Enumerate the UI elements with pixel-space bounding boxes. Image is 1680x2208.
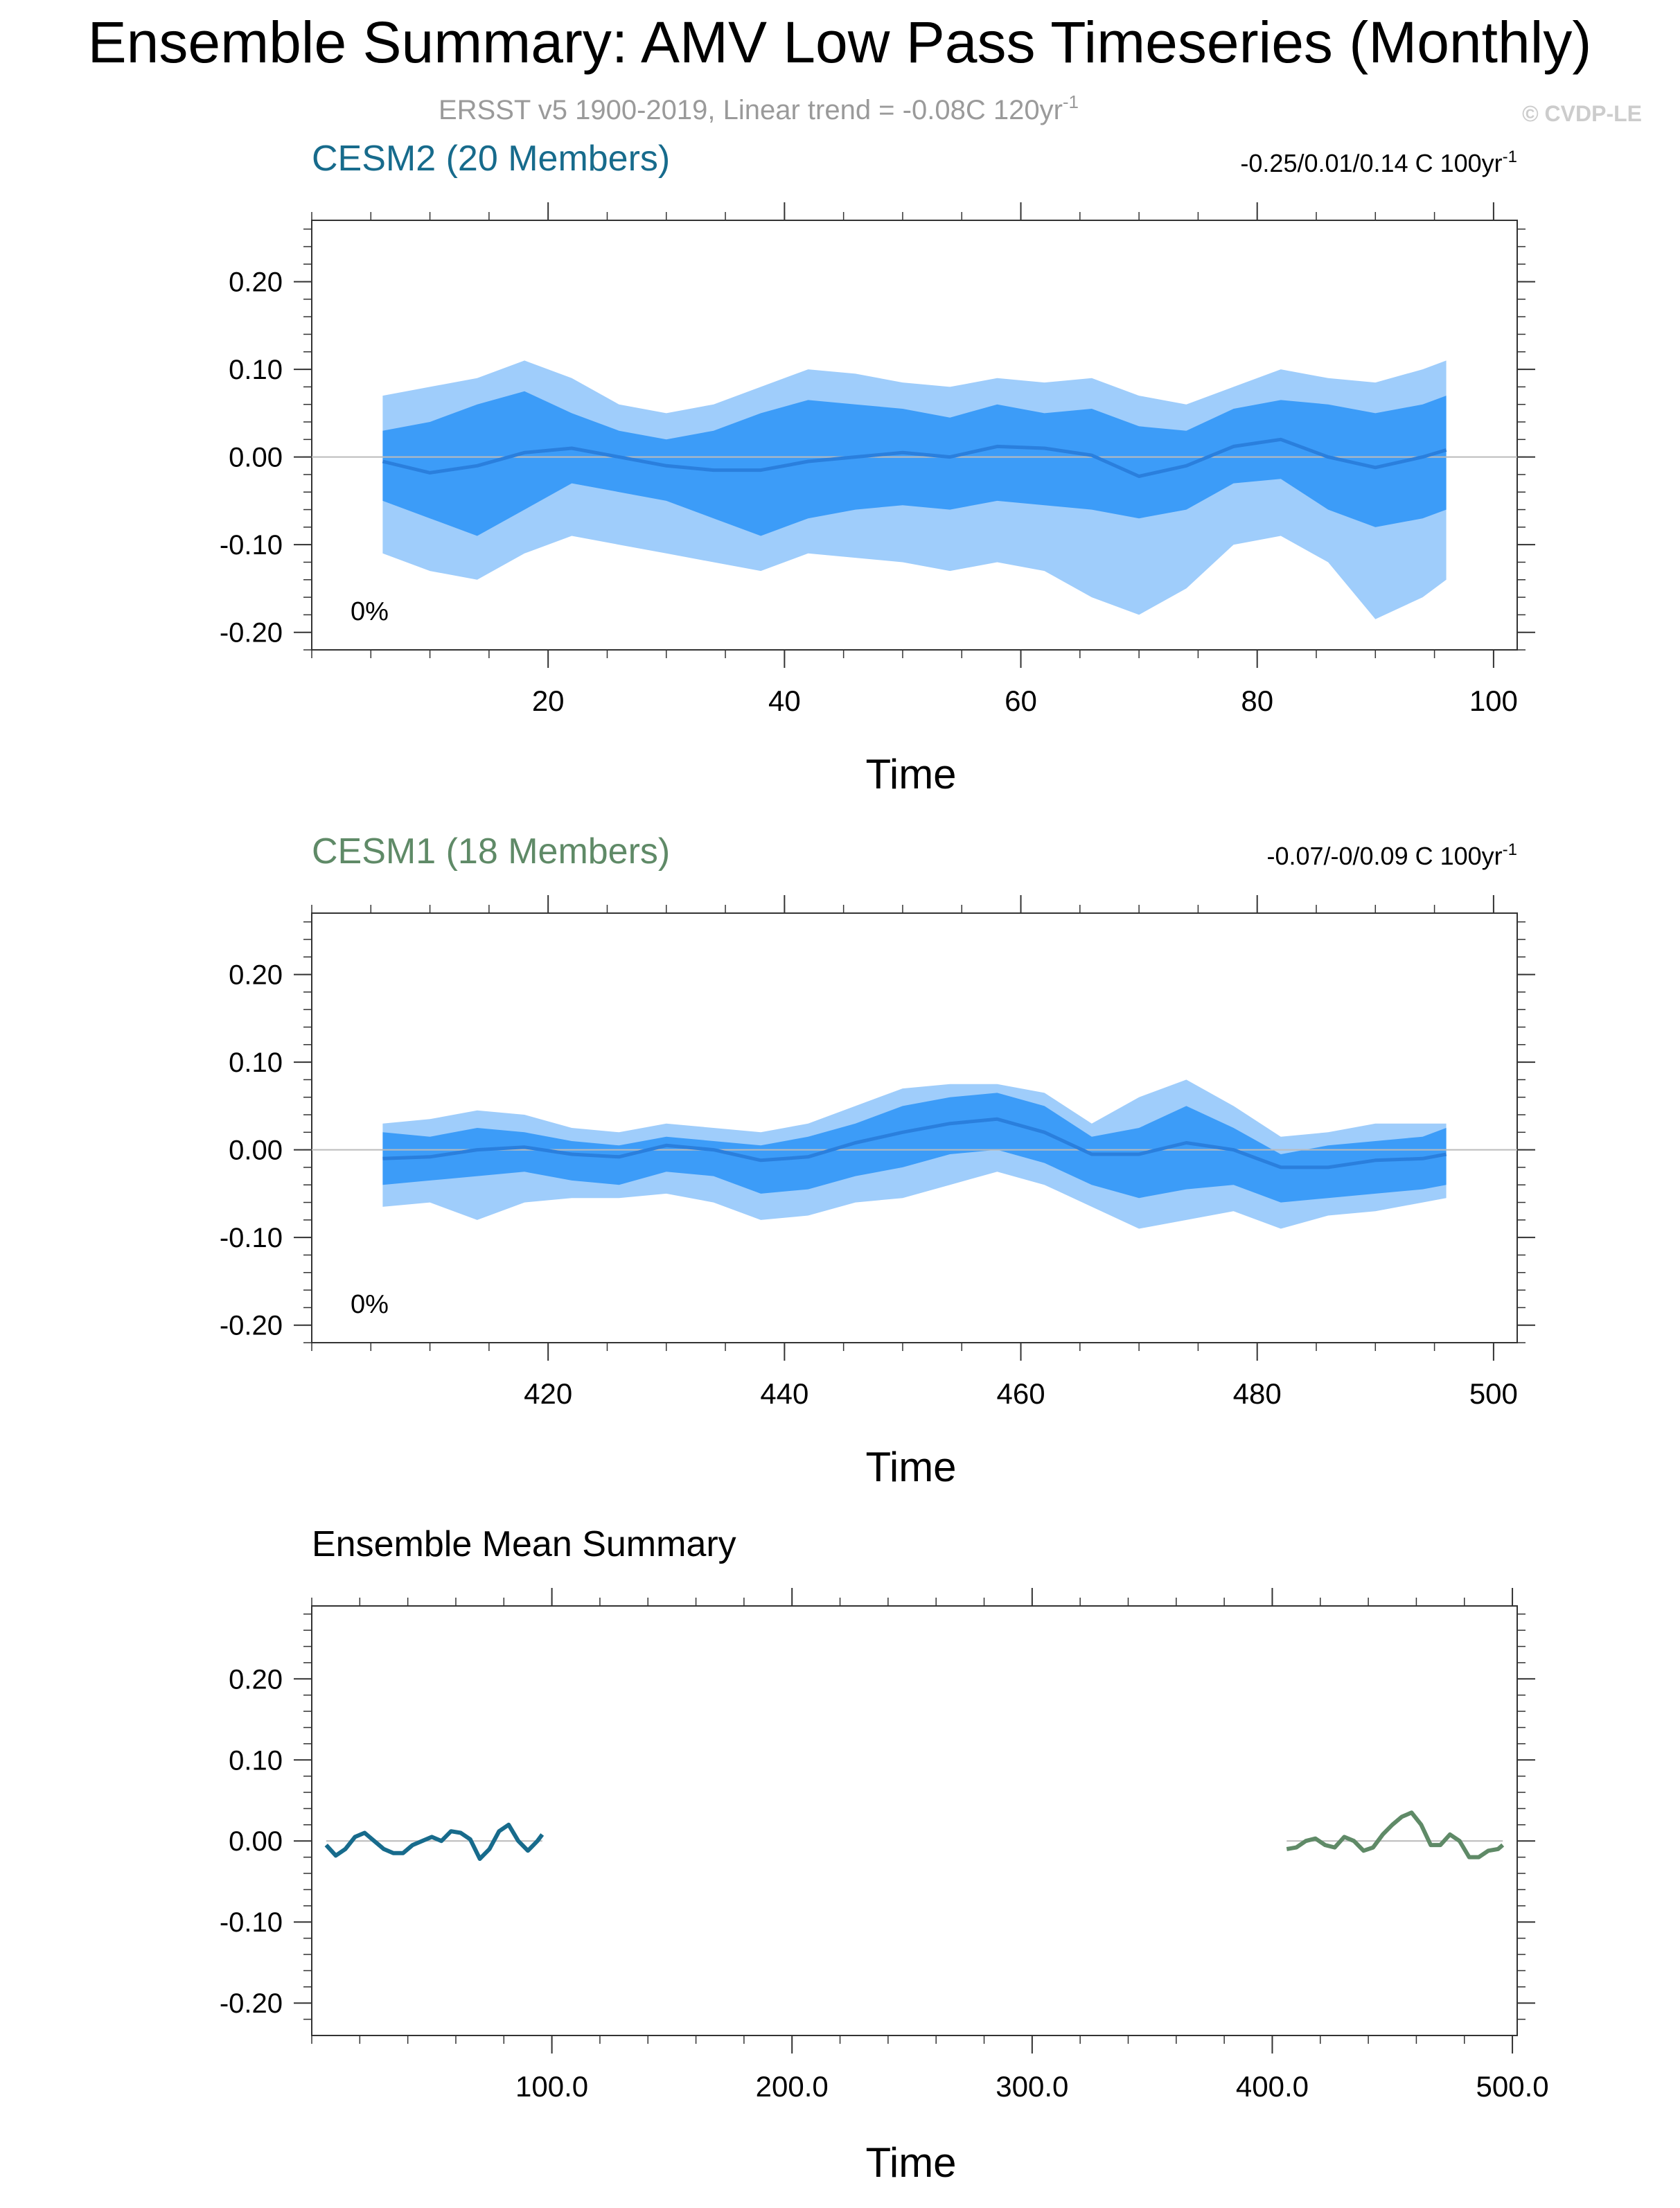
xlabel-ensemble-mean: Time <box>865 2139 957 2186</box>
panel-cesm1 <box>220 831 1535 1490</box>
x-tick-label: 500 <box>1469 1377 1518 1410</box>
panel-title-ensemble-mean: Ensemble Mean Summary <box>312 1524 736 1564</box>
x-tick-label: 60 <box>1005 685 1037 717</box>
y-tick-label: 0.10 <box>229 1048 283 1079</box>
y-tick-label: 0.20 <box>229 960 283 991</box>
y-tick-label: -0.10 <box>219 530 283 561</box>
x-tick-label: 500.0 <box>1476 2070 1549 2103</box>
plot-area-cesm1 <box>220 895 1535 1410</box>
figure-subtitle: ERSST v5 1900-2019, Linear trend = -0.08C $120yr^{-1}$ <box>438 91 1079 125</box>
corner-label-cesm1: 0% <box>351 1290 389 1319</box>
xlabel-cesm2: Time <box>865 751 957 797</box>
plot-area-cesm2 <box>220 202 1535 717</box>
xlabel-cesm1: Time <box>865 1444 957 1490</box>
cesm2-mean-line <box>326 1825 542 1859</box>
panel-title-cesm1: CESM1 (18 Members) <box>312 831 671 872</box>
copyright-label: © CVDP-LE <box>1522 101 1642 126</box>
cesm1-mean-line <box>1286 1812 1503 1857</box>
x-tick-label: 200.0 <box>755 2070 829 2103</box>
x-tick-label: 20 <box>531 685 565 717</box>
y-tick-label: 0.00 <box>229 1826 283 1857</box>
x-tick-label: 100.0 <box>515 2070 589 2103</box>
x-tick-label: 420 <box>524 1377 573 1410</box>
x-tick-label: 40 <box>768 685 801 717</box>
y-tick-label: 0.20 <box>229 267 283 298</box>
x-tick-label: 300.0 <box>996 2070 1069 2103</box>
y-tick-label: 0.10 <box>229 1745 283 1776</box>
y-tick-label: 0.00 <box>229 442 283 473</box>
x-tick-label: 480 <box>1232 1377 1282 1410</box>
panel-cesm2 <box>220 139 1535 797</box>
plot-frame <box>312 1606 1517 2035</box>
plot-area-ensemble-mean <box>220 1588 1549 2103</box>
y-tick-label: 0.00 <box>229 1135 283 1166</box>
y-tick-label: -0.20 <box>219 1988 283 2020</box>
corner-label-cesm2: 0% <box>351 597 389 626</box>
x-tick-label: 400.0 <box>1235 2070 1309 2103</box>
trend-label-cesm2: -0.25/0.01/0.14 C $100yr^{-1}$ <box>1240 148 1517 177</box>
panel-ensemble-mean <box>220 1524 1549 2186</box>
panel-title-cesm2: CESM2 (20 Members) <box>312 139 671 179</box>
y-tick-label: -0.20 <box>219 1310 283 1341</box>
y-tick-label: 0.20 <box>229 1664 283 1695</box>
trend-label-cesm1: -0.07/-0/0.09 C $100yr^{-1}$ <box>1266 840 1517 870</box>
y-tick-label: 0.10 <box>229 355 283 386</box>
x-tick-label: 440 <box>760 1377 809 1410</box>
x-tick-label: 80 <box>1241 685 1274 717</box>
figure-title: Ensemble Summary: AMV Low Pass Timeseries (Monthly) <box>87 10 1592 75</box>
x-tick-label: 100 <box>1469 685 1518 717</box>
y-tick-label: -0.10 <box>219 1907 283 1938</box>
y-tick-label: -0.10 <box>219 1223 283 1254</box>
y-tick-label: -0.20 <box>219 617 283 648</box>
x-tick-label: 460 <box>996 1377 1045 1410</box>
